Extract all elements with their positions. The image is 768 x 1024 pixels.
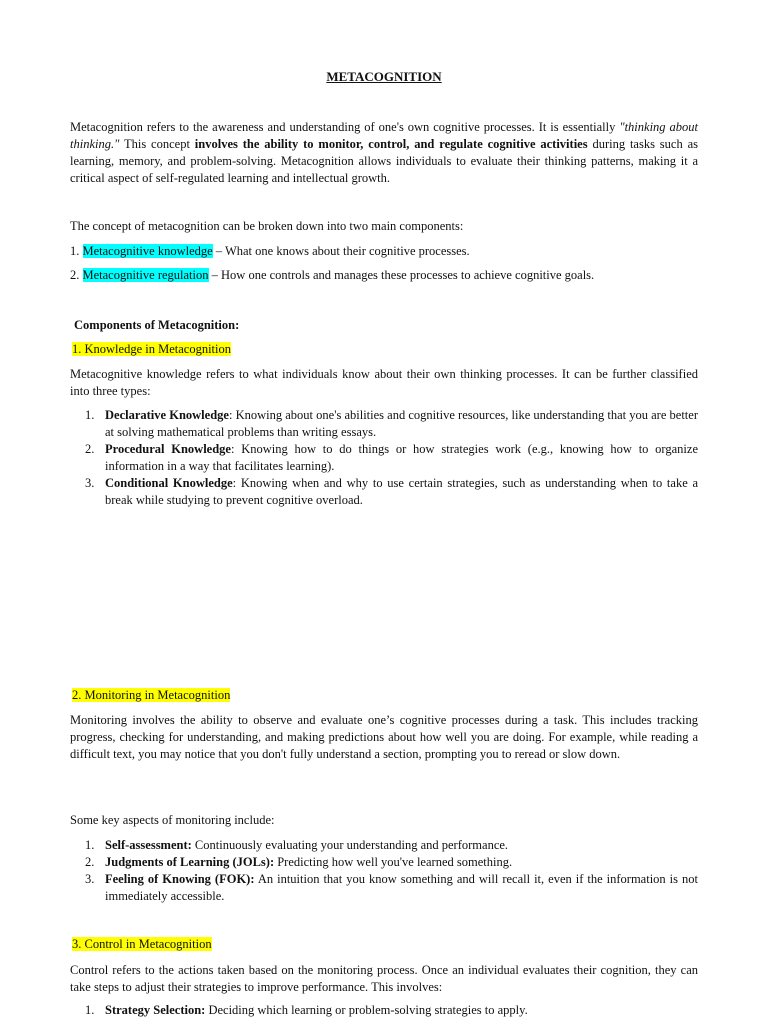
component-item-2	[70, 267, 698, 284]
section-2-heading	[72, 687, 700, 704]
list-number: 1.	[85, 408, 95, 422]
section-2-body: Monitoring involves the ability to observe and evaluate one’s cognitive processes during a task. This includes tracking progress, checking for understanding, and making predictions about how well you are doing. For example, while reading a difficult text, you may notice that you don't fully understand a section, prompting you to reread or slow down.	[70, 713, 698, 761]
component-term-highlight: Metacognitive regulation	[82, 268, 209, 282]
list-term: Procedural Knowledge	[105, 442, 231, 456]
section-heading-highlight: 2. Monitoring in Metacognition	[72, 688, 231, 702]
page-title: METACOGNITION	[326, 69, 442, 84]
list-number: 2.	[85, 855, 95, 869]
section-2-aspects-intro: Some key aspects of monitoring include:	[70, 813, 275, 827]
component-number: 2.	[70, 268, 83, 282]
list-term: Feeling of Knowing (FOK):	[105, 872, 255, 886]
section-heading-highlight: 3. Control in Metacognition	[72, 937, 212, 951]
list-number: 1.	[85, 1003, 95, 1017]
intro-quote: "thinking about thinking."	[70, 120, 698, 151]
list-desc: Continuously evaluating your understanding and performance.	[191, 838, 509, 852]
intro-paragraph	[70, 119, 698, 187]
list-term: Conditional Knowledge	[105, 476, 233, 490]
list-term: Declarative Knowledge	[105, 408, 229, 422]
section-3-heading	[72, 936, 700, 953]
component-desc: – What one knows about their cognitive processes.	[212, 244, 470, 258]
intro-bold: involves the ability to monitor, control, and regulate cognitive activities	[194, 137, 588, 151]
section-heading-highlight: 1. Knowledge in Metacognition	[72, 342, 231, 356]
component-desc: – How one controls and manages these processes to achieve cognitive goals.	[208, 268, 595, 282]
list-desc: : Knowing when and why to use certain strategies, such as understanding when to take a break while studying to prevent cognitive overload.	[105, 476, 698, 507]
intro-text-c: during tasks such as learning, memory, and problem-solving. Metacognition allows individuals to evaluate their thinking patterns, making it a critical aspect of self-regulated learning and intellectual growth.	[70, 137, 698, 185]
section-3-body: Control refers to the actions taken based on the monitoring process. Once an individual evaluates their cognition, they can take steps to adjust their strategies to improve performance. This involves:	[70, 963, 698, 994]
list-number: 1.	[85, 838, 95, 852]
component-term-highlight: Metacognitive knowledge	[82, 244, 213, 258]
components-intro: The concept of metacognition can be broken down into two main components:	[70, 219, 464, 233]
list-desc: : Knowing about one's abilities and cognitive resources, like understanding that you are better at solving mathematical problems than writing essays.	[105, 408, 698, 439]
component-item-1	[70, 243, 698, 260]
list-desc: : Knowing how to do things or how strategies work (e.g., knowing how to organize information in a way that facilitates learning).	[105, 442, 698, 473]
list-term: Self-assessment:	[105, 838, 192, 852]
list-desc: Predicting how well you've learned something.	[274, 855, 513, 869]
list-number: 3.	[85, 476, 95, 490]
list-number: 3.	[85, 872, 95, 886]
intro-text-a: Metacognition refers to the awareness and understanding of one's own cognitive processes. It is essentially	[70, 120, 620, 134]
component-number: 1.	[70, 244, 83, 258]
list-number: 2.	[85, 442, 95, 456]
list-term: Judgments of Learning (JOLs):	[105, 855, 275, 869]
intro-text-b: This concept	[119, 137, 195, 151]
components-heading: Components of Metacognition:	[74, 318, 240, 332]
list-desc: Deciding which learning or problem-solving strategies to apply.	[205, 1003, 528, 1017]
list-term: Strategy Selection:	[105, 1003, 206, 1017]
section-1-heading	[72, 341, 700, 358]
section-1-body: Metacognitive knowledge refers to what individuals know about their own thinking processes. It can be further classified into three types:	[70, 367, 698, 398]
list-desc: An intuition that you know something and will recall it, even if the information is not immediately accessible.	[105, 872, 698, 903]
